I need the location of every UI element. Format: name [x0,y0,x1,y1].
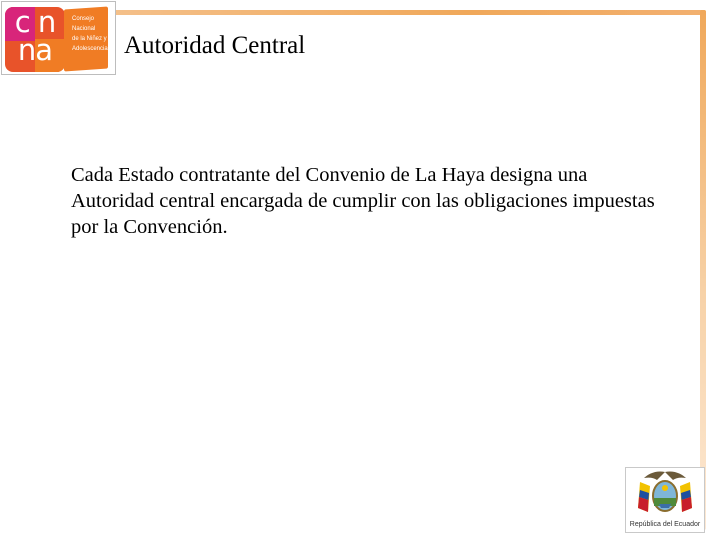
slide-title: Autoridad Central [124,32,306,59]
logo-line: de la Niñez y [72,36,107,42]
cnna-logo [1,1,116,75]
body-paragraph: Cada Estado contratante del Convenio de La Haya designa una Autoridad central encargada de cumplir con las obligaciones impuestas por la Convención. [71,164,655,238]
frame-right-border [700,10,706,530]
logo-lines [72,14,116,54]
frame-top-border [112,10,706,15]
logo-line: Nacional [72,26,96,32]
logo-line: Consejo [72,16,95,22]
coat-of-arms-icon [626,468,704,520]
logo-line: Adolescencia [72,46,108,52]
logo-mark [5,7,65,72]
seal-caption: República del Ecuador [629,521,701,528]
logo-letters: c n na [14,7,56,67]
